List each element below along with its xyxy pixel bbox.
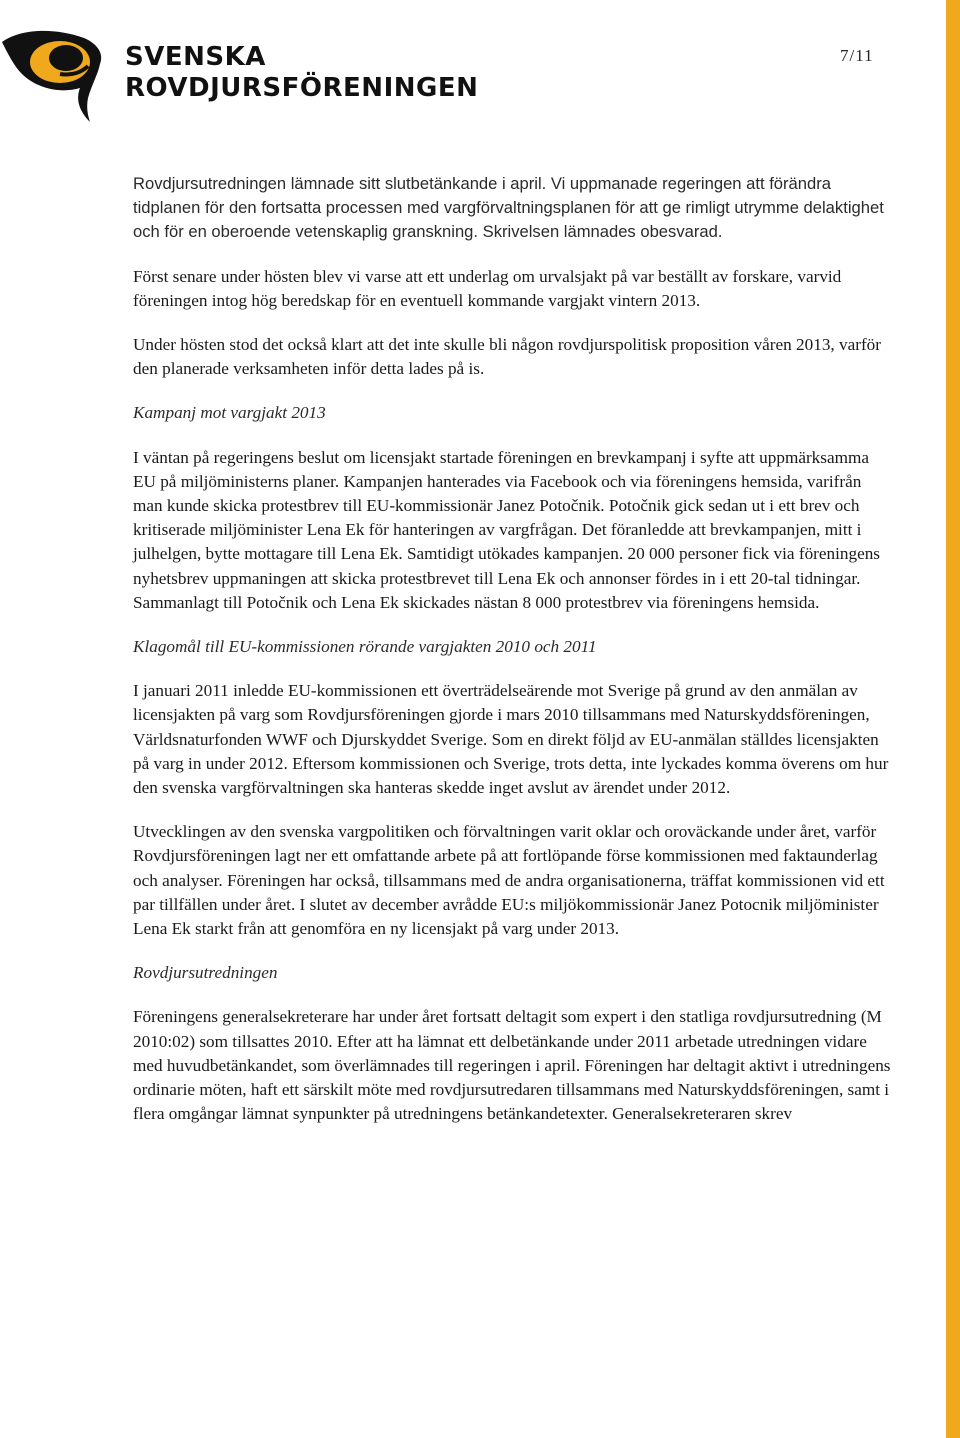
- logo-line-1: SVENSKA: [125, 42, 266, 72]
- eye-icon: [0, 28, 118, 124]
- heading-rovdjursutredningen: Rovdjursutredningen: [133, 963, 278, 983]
- paragraph-4: I väntan på regeringens beslut om licensjakt startade föreningen en brevkampanj i syfte att uppmärksamma EU på miljöministerns planer. Kampanjen hanterades via Facebook och via föreningens hemsida, varifrån man kunde skicka protestbrev till EU-kommissionär Janez Potočnik. Potočnik gick sedan ut i ett brev och kritiserade miljöminister Lena Ek för hanteringen av vargfrågan. Det föranledde att brevkampanjen, mitt i julhelgen, bytte mottagare till Lena Ek. Samtidigt utökades kampanjen. 20 000 personer fick via föreningens nyhetsbrev uppmaningen att skicka protestbrevet till Lena Ek och annonser fördes in i ett 20-tal tidningar. Sammanlagt till Potočnik och Lena Ek skickades nästan 8 000 protestbrev via föreningens hemsida.: [133, 447, 880, 612]
- heading-kampanj: Kampanj mot vargjakt 2013: [133, 403, 326, 423]
- paragraph-2: Först senare under hösten blev vi varse att ett underlag om urvalsjakt på var beställt av forskare, varvid föreningen intog hög beredskap för en eventuell kommande vargjakt vintern 2013.: [133, 266, 842, 310]
- paragraph-5: I januari 2011 inledde EU-kommissionen ett överträdelseärende mot Sverige på grund av den anmälan av licensjakten på varg som Rovdjursföreningen gjorde i mars 2010 tillsammans med Naturskyddsföreningen, Världsnaturfonden WWF och Djurskyddet Sverige. Som en direkt följd av EU-anmälan ställdes licensjakten på varg in under 2012. Eftersom kommissionen och Sverige, trots detta, inte lyckades komma överens om hur den svenska vargförvaltningen ska hanteras skedde inget avslut av ärendet under 2012.: [133, 681, 889, 798]
- accent-side-bar: [946, 0, 960, 1438]
- page-number: 7/11: [840, 46, 874, 65]
- paragraph-3: Under hösten stod det också klart att det inte skulle bli någon rovdjurspolitisk proposition våren 2013, varför den planerade verksamheten inför detta lades på is.: [133, 335, 881, 379]
- organization-logo: [0, 28, 479, 128]
- paragraph-6: Utvecklingen av den svenska vargpolitiken och förvaltningen varit oklar och oroväckande under året, varför Rovdjursföreningen lagt ner ett omfattande arbete på att fortlöpande förse kommissionen med faktaunderlag och analyser. Föreningen har också, tillsammans med de andra organisationerna, träffat kommissionen vid ett par tillfällen under året. I slutet av december avrådde EU:s miljökommissionär Janez Potocnik miljöminister Lena Ek starkt från att genomföra en ny licensjakt på varg under 2013.: [133, 822, 885, 939]
- paragraph-7: Föreningens generalsekreterare har under året fortsatt deltagit som expert i den statliga rovdjursutredning (M 2010:02) som tillsattes 2010. Efter att ha lämnat ett delbetänkande under 2011 arbetade utredningen vidare med huvudbetänkandet, som överlämnades till regeringen i april. Föreningen har deltagit aktivt i utredningens ordinarie möten, haft ett särskilt möte med rovdjursutredaren tillsammans med Naturskyddsföreningen, samt i flera omgångar lämnat synpunkter på utredningens betänkandetexter. Generalsekreteraren skrev: [133, 1007, 891, 1124]
- document-body: [133, 172, 893, 1147]
- logo-text: [125, 42, 478, 104]
- heading-klagomal: Klagomål till EU-kommissionen rörande vargjakten 2010 och 2011: [133, 637, 597, 657]
- logo-line-2: ROVDJURSFÖRENINGEN: [125, 73, 479, 103]
- paragraph-1: Rovdjursutredningen lämnade sitt slutbetänkande i april. Vi uppmanade regeringen att förändra tidplanen för den fortsatta processen med vargförvaltningsplanen för att ge rimligt utrymme delaktighet och för en oberoende vetenskaplig granskning. Skrivelsen lämnades obesvarad.: [133, 174, 884, 242]
